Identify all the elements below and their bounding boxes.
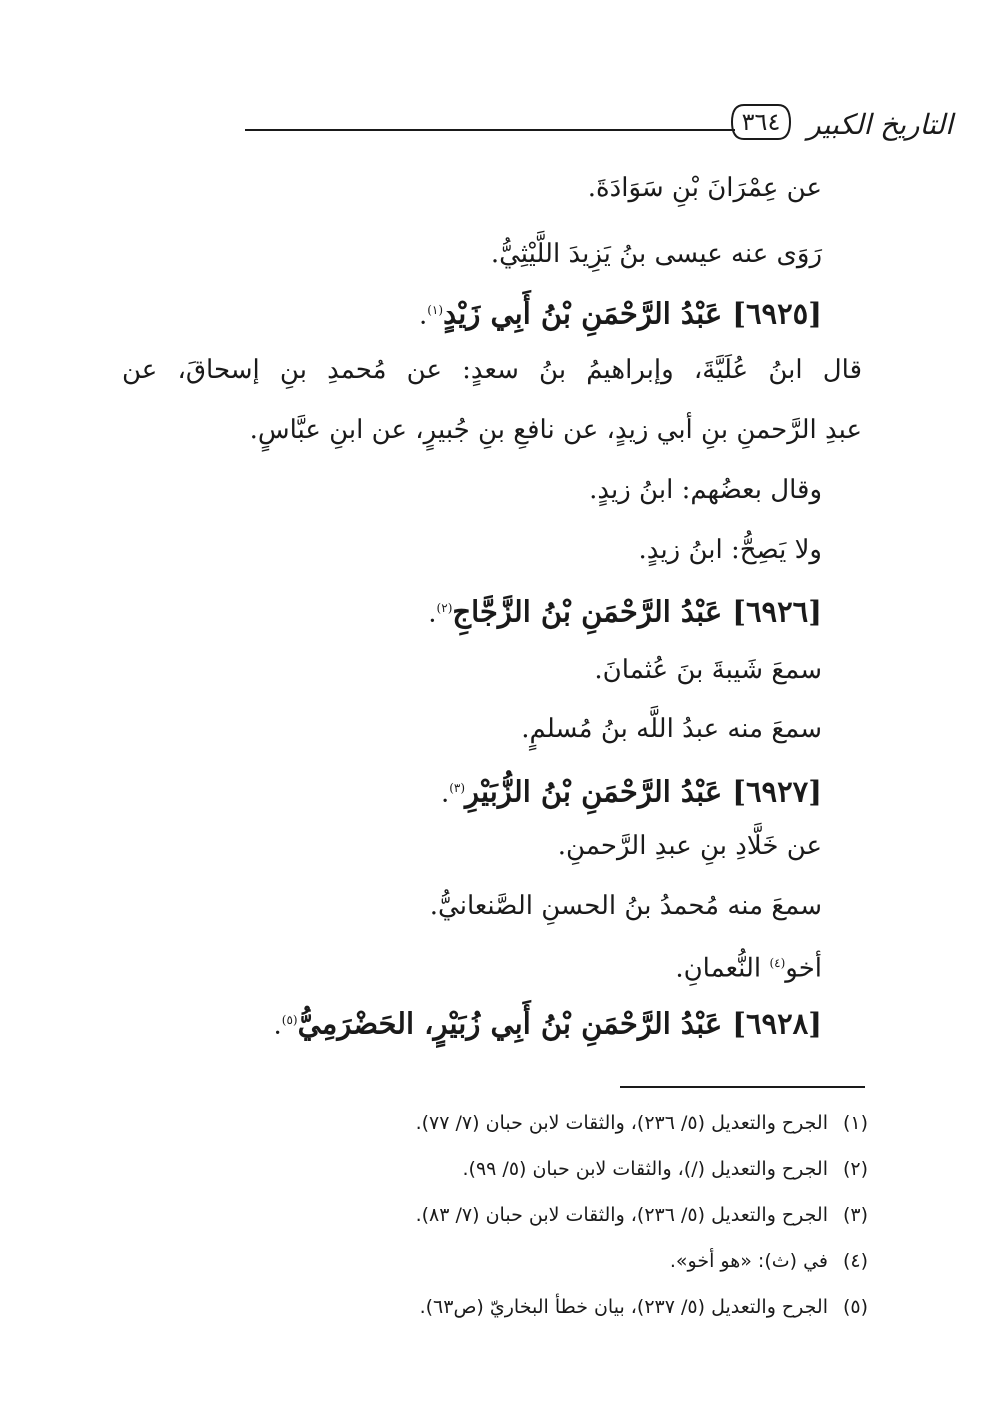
running-title: التاريخ الكبير (807, 108, 953, 141)
footnote (420, 1292, 868, 1322)
footnote-text: في (ث): «هو أخو». (669, 1250, 828, 1272)
footnote-separator (620, 1086, 865, 1088)
entry-heading (428, 588, 822, 634)
text-line: سمعَ منه عبدُ اللَّه بنُ مُسلمٍ. (521, 714, 822, 744)
footnote-text: الجرح والتعديل (٥/ ٢٣٦)، والثقات لابن حبان (٧/ ٨٣). (415, 1204, 828, 1226)
entry-title: [٦٩٢٦] عَبْدُ الرَّحْمَنِ بْنُ الزَّجَّاجِ (452, 594, 822, 629)
text-line: قال ابنُ عُلَيَّةَ، وإبراهيمُ بنُ سعدٍ: عن مُحمدِ بنِ إسحاقَ، عن (122, 355, 862, 385)
period: . (428, 598, 437, 629)
footnote-marker: (١) (427, 303, 444, 317)
footnote-marker: (٢) (436, 601, 453, 615)
text-fragment: النُّعمانِ. (675, 953, 770, 984)
footnote-number: (٣) (842, 1204, 868, 1226)
period: . (418, 300, 428, 331)
entry-heading (441, 768, 822, 814)
text-line: وقال بعضُهم: ابنُ زيدٍ. (589, 475, 822, 505)
footnote-marker: (٥) (281, 1013, 298, 1027)
footnote-marker: (٣) (449, 781, 466, 795)
footnote (416, 1200, 868, 1230)
footnote-text: الجرح والتعديل (/)، والثقات لابن حبان (٥/ ٩٩). (462, 1158, 828, 1180)
text-line: سمعَ شَيبةَ بنَ عُثمانَ. (594, 655, 822, 685)
footnote (670, 1246, 868, 1276)
text-line: ولا يَصِحُّ: ابنُ زيدٍ. (638, 535, 822, 565)
footnote-number: (٢) (842, 1158, 868, 1180)
period: . (440, 778, 450, 809)
footnote-text: الجرح والتعديل (٥/ ٢٣٦)، والثقات لابن حبان (٧/ ٧٧). (415, 1112, 828, 1134)
footnote (416, 1108, 868, 1138)
text-line (675, 943, 822, 989)
entry-title: [٦٩٢٥] عَبْدُ الرَّحْمَنِ بْنُ أَبِي زَيْدٍ (443, 296, 822, 331)
period: . (273, 1010, 282, 1041)
page-number-frame (730, 101, 792, 143)
page-number: ٣٦٤ (741, 108, 781, 136)
text-line: سمعَ منه مُحمدُ بنُ الحسنِ الصَّنعانيُّ. (429, 891, 822, 921)
entry-title: [٦٩٢٧] عَبْدُ الرَّحْمَنِ بْنُ الزُّبَيْرِ (465, 774, 822, 809)
text-line: عن عِمْرَانَ بْنِ سَوَادَةَ. (587, 173, 822, 203)
entry-title: [٦٩٢٨] عَبْدُ الرَّحْمَنِ بْنُ أَبِي زُبَيْرٍ، الحَضْرَمِيُّ (297, 1006, 822, 1041)
footnote-number: (١) (842, 1112, 868, 1134)
text-line: عبدِ الرَّحمنِ بنِ أبي زيدٍ، عن نافعِ بنِ جُبيرٍ، عن ابنِ عبَّاسٍ. (249, 415, 862, 445)
footnote-number: (٥) (842, 1296, 868, 1318)
footnote-number: (٤) (842, 1250, 868, 1272)
entry-heading (274, 1000, 822, 1046)
text-fragment: أخو (785, 953, 822, 984)
entry-heading (419, 290, 822, 336)
header-rule (245, 129, 735, 131)
footnote-marker: (٤) (769, 956, 786, 970)
footnote-text: الجرح والتعديل (٥/ ٢٣٧)، بيان خطأ البخاريّ (ص٦٣). (419, 1296, 828, 1318)
text-line: عن خَلَّادِ بنِ عبدِ الرَّحمنِ. (557, 831, 822, 861)
text-line: رَوَى عنه عيسى بنُ يَزِيدَ اللَّيْثِيُّ. (490, 239, 822, 269)
footnote (462, 1154, 868, 1184)
